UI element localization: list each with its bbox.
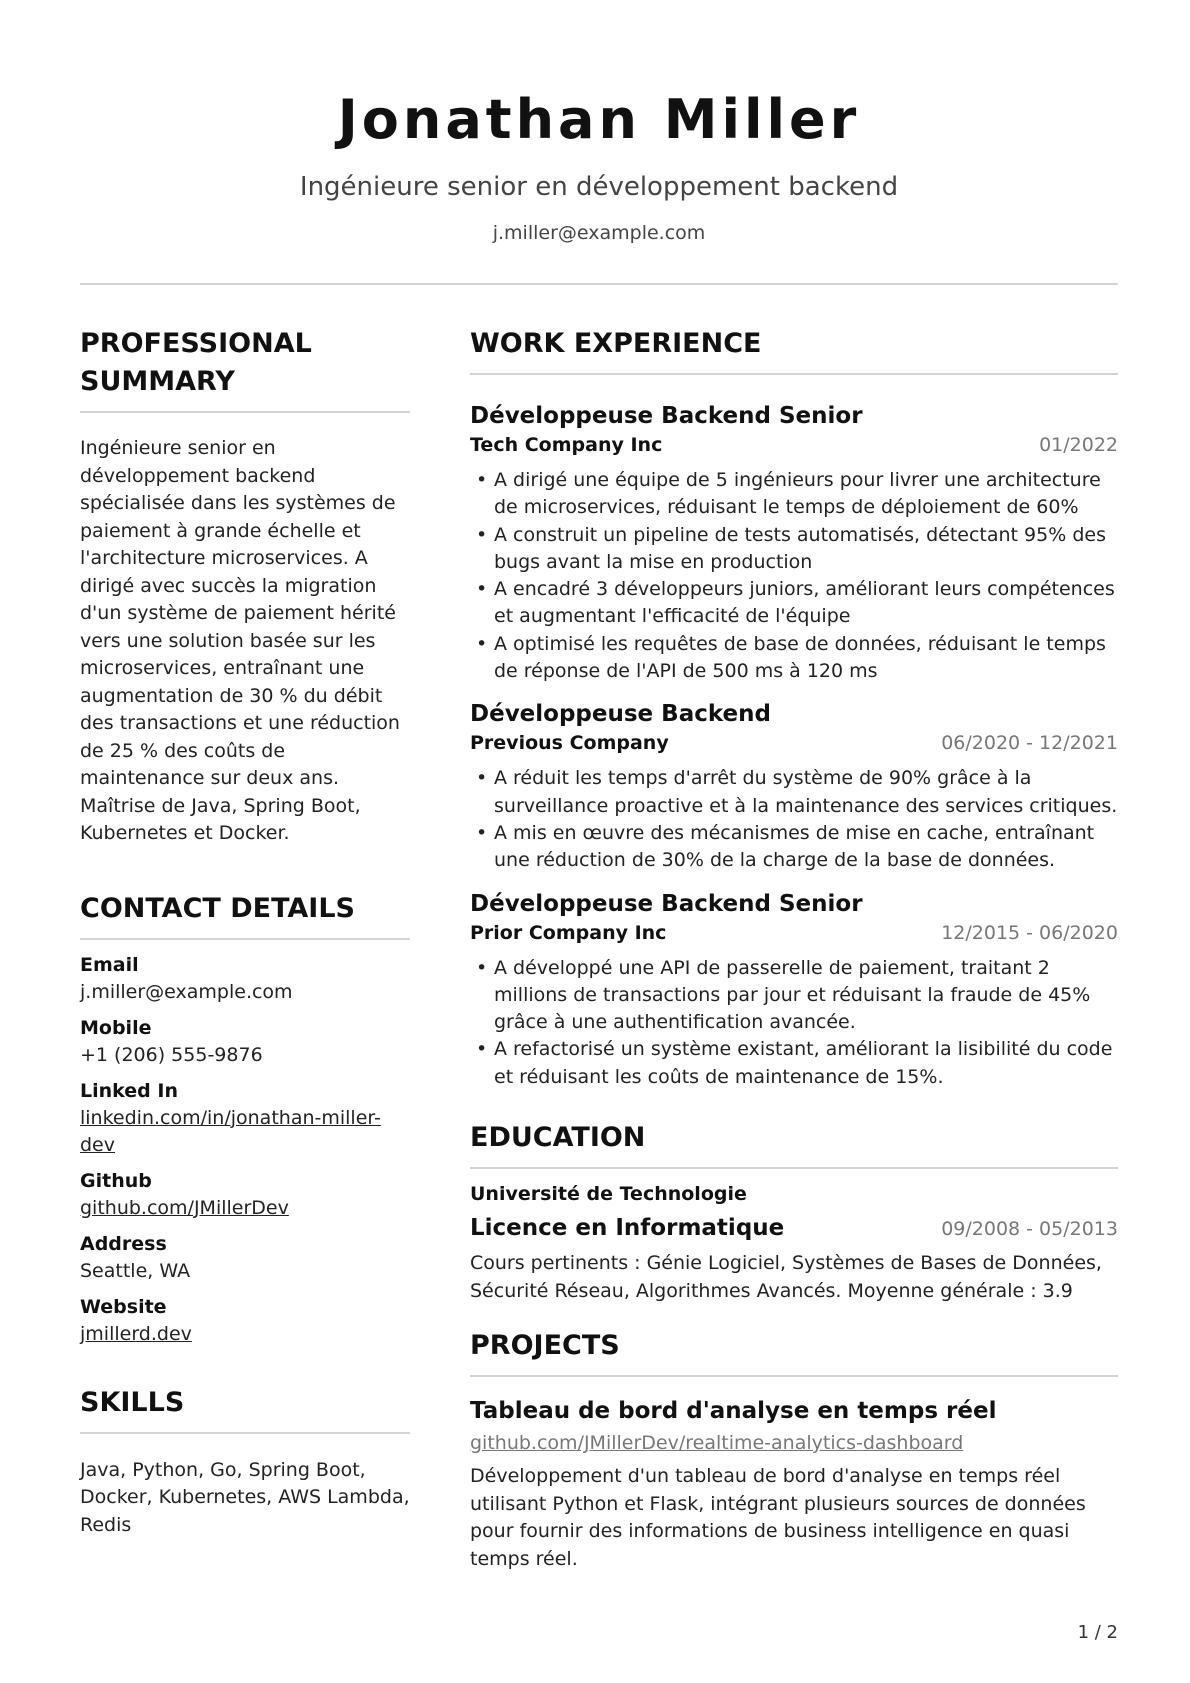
contact-mobile — [80, 1015, 410, 1069]
summary-text: Ingénieure senior en développement backend spécialisée dans les systèmes de paiement à grande échelle et l'architecture microservices. A dirigé avec succès la migration d'un système de paiement hérité vers une solution basée sur les microservices, entraînant une augmentation de 30 % du débit des transactions et une réduction de 25 % des coûts de maintenance sur deux ans. Maîtrise de Java, Spring Boot, Kubernetes et Docker. — [80, 437, 400, 844]
left-column — [80, 325, 410, 1539]
project-title: Tableau de bord d'analyse en temps réel — [470, 1398, 997, 1425]
section-divider — [80, 411, 410, 413]
contact-website — [80, 1294, 410, 1348]
company-name: Prior Company Inc — [470, 921, 667, 944]
github-link[interactable]: github.com/JMillerDev — [80, 1196, 289, 1219]
project-description: Développement d'un tableau de bord d'analyse en temps réel utilisant Python et Flask, intégrant plusieurs sources de données pour fournir des informations de business intelligence en quasi temps réel. — [470, 1465, 1086, 1570]
company-name: Tech Company Inc — [470, 434, 663, 456]
bullet-item: • A réduit les temps d'arrêt du système de 90% grâce à la surveillance proactive et à la maintenance des services critiques. — [470, 765, 1118, 820]
bullet-item: • A encadré 3 développeurs juniors, améliorant leurs compétences et augmentant l'efficacité de l'équipe — [470, 576, 1118, 631]
contact-label: Linked In — [80, 1079, 178, 1102]
bullet-item: • A développé une API de passerelle de paiement, traitant 2 millions de transactions par jour et réduisant la fraude de 45% grâce à une authentification avancée. — [470, 955, 1118, 1037]
job-title: Développeuse Backend Senior — [470, 403, 863, 429]
bullet-item: • A optimisé les requêtes de base de données, réduisant le temps de réponse de l'API de 500 ms à 120 ms — [470, 631, 1118, 686]
right-column — [470, 325, 1118, 1573]
job-dates: 06/2020 - 12/2021 — [941, 732, 1118, 755]
bullet-item: • A dirigé une équipe de 5 ingénieurs pour livrer une architecture de microservices, réduisant le temps de déploiement de 60% — [470, 467, 1118, 522]
section-title: PROFESSIONAL SUMMARY — [80, 328, 312, 397]
website-link[interactable]: jmillerd.dev — [80, 1322, 192, 1345]
job-title: Développeuse Backend Senior — [470, 890, 863, 917]
job-title: Développeuse Backend — [470, 701, 771, 728]
contact-label: Github — [80, 1169, 152, 1192]
project-link[interactable]: github.com/JMillerDev/realtime-analytics-dashboard — [470, 1432, 964, 1455]
project-entry — [470, 1395, 1118, 1573]
page-number: 1 / 2 — [1077, 1622, 1118, 1643]
professional-summary-section — [80, 325, 410, 848]
contact-label: Website — [80, 1295, 167, 1318]
contact-email — [80, 952, 410, 1006]
job-dates: 12/2015 - 06/2020 — [941, 921, 1118, 944]
header-divider — [80, 283, 1118, 285]
mobile-value[interactable]: +1 (206) 555-9876 — [80, 1043, 263, 1066]
linkedin-link[interactable]: linkedin.com/in/jonathan-miller-dev — [80, 1106, 381, 1156]
bullet-item: • A mis en œuvre des mécanismes de mise en cache, entraînant une réduction de 30% de la charge de la base de données. — [470, 820, 1118, 875]
header-email[interactable]: j.miller@example.com — [492, 222, 706, 244]
bullet-item: • A refactorisé un système existant, améliorant la lisibilité du code et réduisant les coûts de maintenance de 15%. — [470, 1036, 1118, 1091]
job-bullets — [470, 955, 1118, 1091]
contact-address — [80, 1231, 410, 1285]
education-dates: 09/2008 - 05/2013 — [941, 1218, 1118, 1241]
section-title: CONTACT DETAILS — [80, 892, 355, 924]
job-meta — [470, 431, 1118, 459]
skills-section — [80, 1384, 410, 1540]
job-entry — [470, 401, 1118, 685]
education-meta — [470, 1212, 1118, 1244]
candidate-title: Ingénieure senior en développement backend — [299, 172, 899, 202]
job-dates: 01/2022 — [1039, 434, 1118, 456]
skills-text: Java, Python, Go, Spring Boot, Docker, Kubernetes, AWS Lambda, Redis — [80, 1458, 410, 1536]
section-divider — [80, 1432, 410, 1434]
job-entry — [470, 699, 1118, 874]
company-name: Previous Company — [470, 732, 669, 755]
section-divider — [470, 1167, 1118, 1169]
education-section — [470, 1119, 1118, 1305]
school-name: Université de Technologie — [470, 1183, 747, 1206]
work-experience-section — [470, 325, 1118, 1091]
section-title: EDUCATION — [470, 1122, 646, 1154]
job-meta — [470, 729, 1118, 757]
section-divider — [470, 373, 1118, 375]
section-title: SKILLS — [80, 1386, 185, 1418]
resume-header — [80, 80, 1118, 246]
section-title: WORK EXPERIENCE — [470, 328, 762, 359]
contact-list — [80, 952, 410, 1348]
section-title: PROJECTS — [470, 1330, 620, 1362]
degree-name: Licence en Informatique — [470, 1215, 785, 1242]
bullet-item: • A construit un pipeline de tests automatisés, détectant 95% des bugs avant la mise en production — [470, 522, 1118, 577]
section-divider — [470, 1375, 1118, 1377]
contact-github — [80, 1168, 410, 1222]
address-value: Seattle, WA — [80, 1259, 191, 1282]
job-bullets — [470, 467, 1118, 685]
contact-label: Email — [80, 953, 139, 976]
email-value[interactable]: j.miller@example.com — [80, 980, 293, 1003]
job-bullets — [470, 765, 1118, 874]
job-entry — [470, 889, 1118, 1091]
job-meta — [470, 919, 1118, 947]
education-description: Cours pertinents : Génie Logiciel, Systèmes de Bases de Données, Sécurité Réseau, Algorithmes Avancés. Moyenne générale : 3.9 — [470, 1252, 1102, 1302]
contact-details-section — [80, 890, 410, 1348]
section-divider — [80, 938, 410, 940]
contact-label: Address — [80, 1232, 167, 1255]
candidate-name: Jonathan Miller — [337, 88, 861, 151]
contact-label: Mobile — [80, 1016, 152, 1039]
contact-linkedin — [80, 1078, 410, 1159]
projects-section — [470, 1327, 1118, 1573]
